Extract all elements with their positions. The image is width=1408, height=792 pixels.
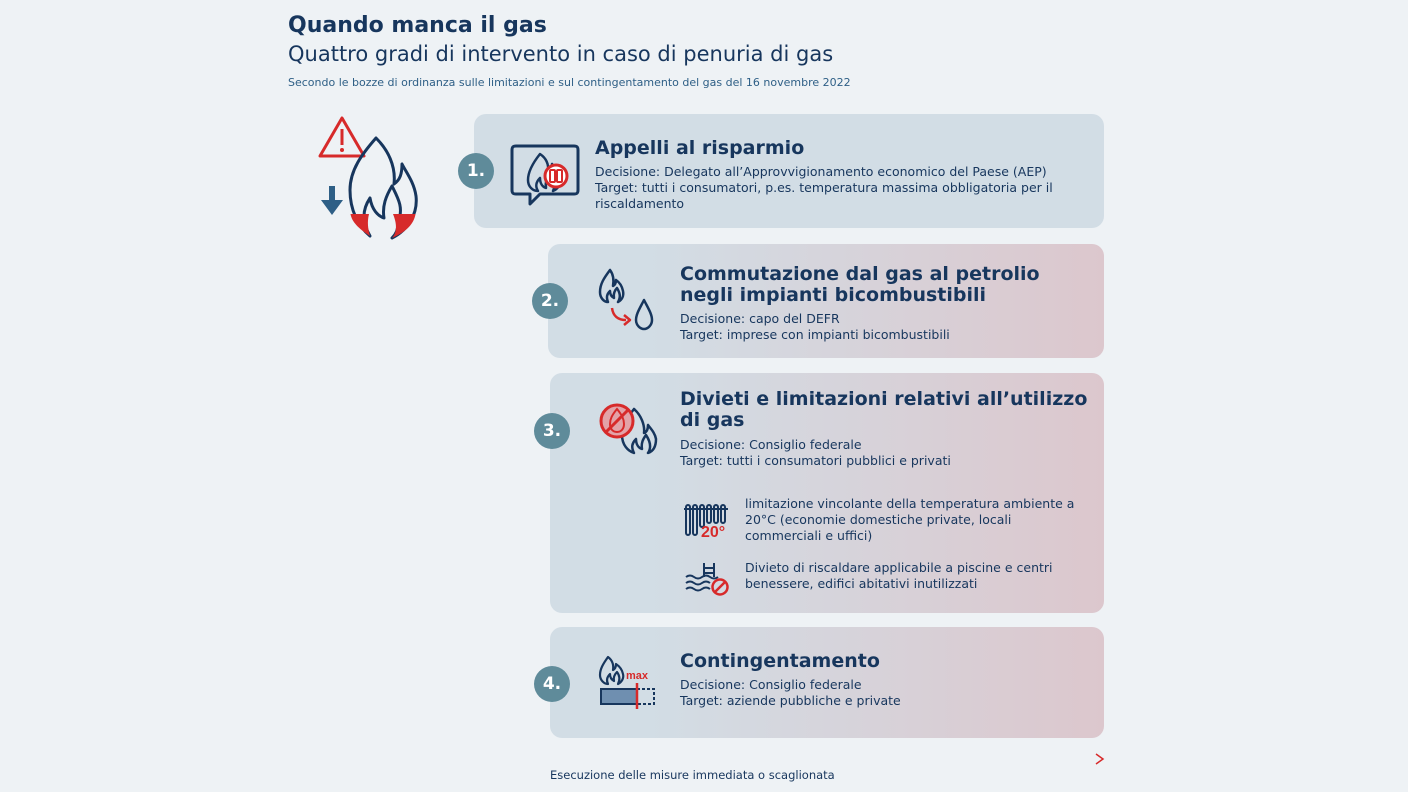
- step-number-badge: 3.: [534, 413, 570, 449]
- pool-prohibited-icon: [684, 559, 732, 597]
- step-decision: Decisione: Consiglio federale: [680, 677, 862, 692]
- prohibited-flame-icon: [598, 401, 660, 457]
- page-subtitle: Quattro gradi di intervento in caso di penuria di gas: [288, 42, 834, 66]
- step-title: Commutazione dal gas al petrolio negli impianti bicombustibili: [680, 263, 1040, 306]
- flame-icon: [350, 138, 416, 238]
- warning-triangle-icon: [320, 118, 364, 156]
- step-2-card: [540, 244, 1104, 358]
- step-details: [595, 164, 1095, 212]
- step-number-badge: 4.: [534, 666, 570, 702]
- timeline-arrow-icon: [550, 752, 1106, 766]
- source-note: Secondo le bozze di ordinanza sulle limitazioni e sul contingentamento del gas del 16 novembre 2022: [288, 76, 851, 89]
- step-target: Target: aziende pubbliche e private: [680, 693, 901, 708]
- step-details: [680, 437, 1090, 469]
- footer-note: Esecuzione delle misure immediata o scaglionata: [550, 768, 835, 782]
- page-title: Quando manca il gas: [288, 13, 547, 38]
- gas-shortage-warning-icon: [312, 114, 424, 244]
- step-4-card: [542, 627, 1104, 738]
- step-details: [680, 311, 1090, 343]
- step-3-card: [542, 373, 1104, 613]
- radiator-icon: [684, 499, 732, 539]
- step-1-card: [466, 114, 1104, 228]
- step-title: Appelli al risparmio: [595, 137, 805, 159]
- step-decision: Decisione: Consiglio federale: [680, 437, 862, 452]
- step-title: Divieti e limitazioni relativi all’utilizzo di gas: [680, 388, 1088, 431]
- sub-item-text: limitazione vincolante della temperatura ambiente a 20°C (economie domestiche private, locali commerciali e uffici): [745, 496, 1075, 543]
- max-label: max: [626, 670, 649, 682]
- header: [288, 12, 851, 89]
- flame-to-drop-icon: [596, 266, 660, 332]
- sub-item-text: Divieto di riscaldare applicabile a piscine e centri benessere, edifici abitativi inutilizzati: [745, 560, 1053, 591]
- step-number-badge: 1.: [458, 153, 494, 189]
- radiator-temp-label: 20°: [701, 524, 726, 539]
- step-decision: Decisione: capo del DEFR: [680, 311, 840, 326]
- step-number-badge: 2.: [532, 283, 568, 319]
- gas-quota-icon: [598, 653, 660, 709]
- speech-bubble-flame-icon: [510, 142, 582, 206]
- step-title: Contingentamento: [680, 650, 880, 672]
- arrow-down-icon: [321, 186, 343, 215]
- step-details: [680, 677, 1090, 709]
- step-target: Target: tutti i consumatori, p.es. temperatura massima obbligatoria per il riscaldamento: [595, 180, 1053, 211]
- step-target: Target: tutti i consumatori pubblici e privati: [680, 453, 951, 468]
- step-decision: Decisione: Delegato all’Approvvigionamento economico del Paese (AEP): [595, 164, 1047, 179]
- step-target: Target: imprese con impianti bicombustibili: [680, 327, 950, 342]
